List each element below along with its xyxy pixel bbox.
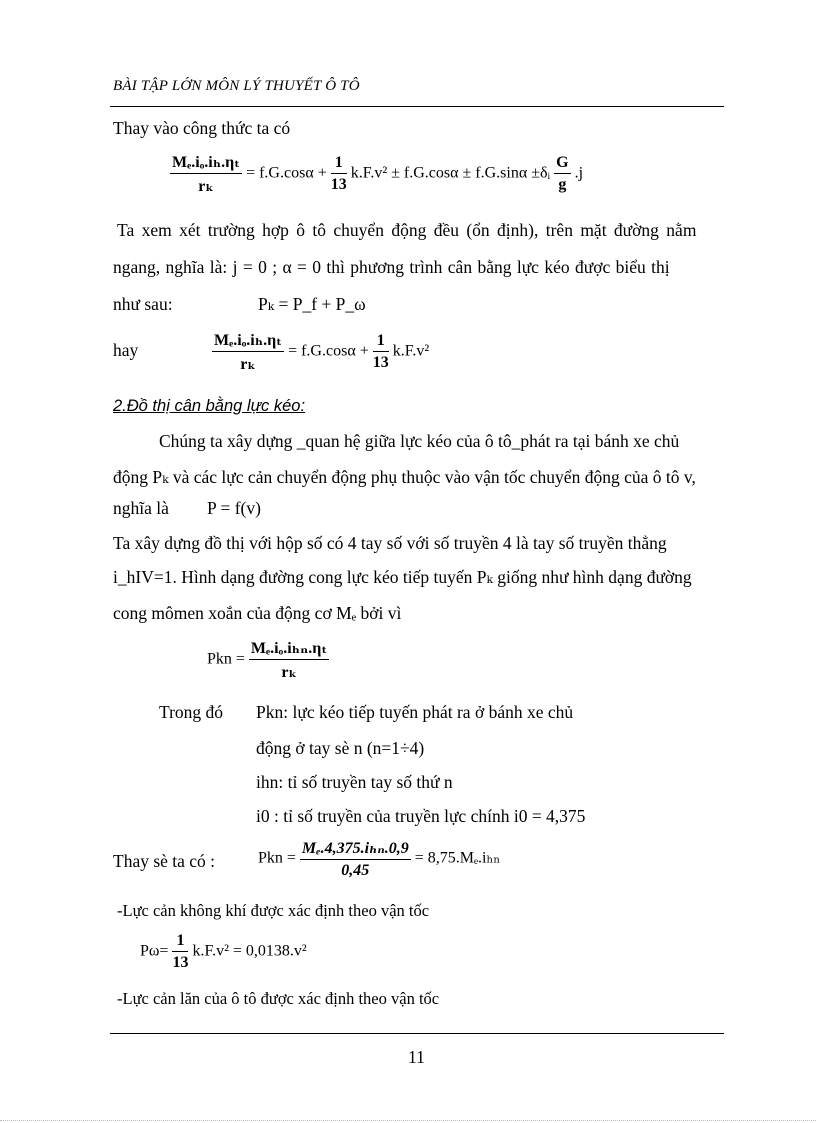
intro-line: Thay vào công thức ta có	[113, 118, 291, 138]
eq5-rhs: k.F.v² = 0,0138.v²	[192, 942, 307, 960]
eq5-fraction	[172, 932, 188, 972]
equation-5	[140, 932, 307, 972]
thay-se-label: Thay sè ta có :	[113, 851, 216, 871]
eq1-rhs-c: .j	[574, 164, 584, 182]
eq1-numerator: Mₑ.iₒ.iₕ.ηₜ	[170, 152, 242, 174]
para1-line2: ngang, nghĩa là: j = 0 ; α = 0 thì phương trình cân bằng lực kéo được biểu thị	[113, 257, 670, 277]
eq2-rhs-b: k.F.v²	[392, 342, 430, 360]
eq2-frac-num: 1	[373, 332, 389, 352]
eq4-numerator: Mₑ.4,375.iₕₙ.0,9	[300, 838, 411, 860]
para2-line2: động Pₖ và các lực cản chuyển động phụ thuộc vào vận tốc chuyển động của ô tô v,	[113, 467, 696, 487]
trong-do-label: Trong đó	[159, 702, 224, 722]
para2-line3-left: nghĩa là	[113, 498, 169, 518]
definition-pkn: Pkn: lực kéo tiếp tuyến phát ra ở bánh xe chủ	[256, 702, 574, 722]
eq1-denominator: rₖ	[198, 178, 214, 195]
equation-3	[207, 638, 329, 682]
para1-line3-eq: Pₖ = P_f + P_ω	[258, 294, 366, 314]
page-number: 11	[408, 1047, 425, 1067]
eq5-frac-num: 1	[172, 932, 188, 952]
header-rule	[110, 106, 724, 107]
eq3-lhs: Pkn =	[207, 650, 245, 668]
eq2-denominator: rₖ	[240, 356, 256, 373]
para3-line3: cong mômen xoắn của động cơ Mₑ bởi vì	[113, 603, 402, 623]
para3-line1: Ta xây dựng đồ thị với hộp số có 4 tay số với số truyền 4 là tay số truyền thẳng	[113, 533, 667, 553]
bullet-air-resistance: -Lực cản không khí được xác định theo vận tốc	[117, 901, 430, 920]
eq3-numerator: Mₑ.iₒ.iₕₙ.ηₜ	[249, 638, 329, 660]
para2-line1: Chúng ta xây dựng _quan hệ giữa lực kéo của ô tô_phát ra tại bánh xe chủ	[159, 431, 680, 451]
para1-line3-left: như sau:	[113, 294, 173, 314]
footer-rule	[110, 1033, 724, 1034]
eq1-frac-den: 13	[330, 176, 347, 193]
eq4-rhs: = 8,75.Mₑ.iₕₙ	[414, 849, 501, 867]
eq4-fraction	[300, 838, 411, 880]
eq2-rhs-a: = f.G.cosα +	[288, 342, 369, 360]
eq1-g-den: g	[558, 176, 567, 193]
definition-ihn: ihn: tỉ số truyền tay số thứ n	[256, 772, 453, 792]
para1-line1: Ta xem xét trường hợp ô tô chuyển động đều (ổn định), trên mặt đường nằm	[117, 220, 697, 240]
eq1-main-fraction	[170, 152, 242, 196]
eq2-small-fraction	[373, 332, 389, 372]
definition-i0: i0 : tỉ số truyền của truyền lực chính i0 = 4,375	[256, 806, 586, 826]
eq2-numerator: Mₑ.iₒ.iₕ.ηₜ	[212, 330, 284, 352]
equation-4	[258, 838, 500, 880]
eq4-denominator: 0,45	[341, 862, 370, 879]
eq5-lhs: Pω=	[140, 942, 169, 960]
eq1-frac-num: 1	[331, 154, 347, 174]
bullet-rolling-resistance: -Lực cản lăn của ô tô được xác định theo vận tốc	[117, 989, 440, 1008]
definition-pkn-cont: động ở tay sè n (n=1÷4)	[256, 738, 425, 758]
equation-2	[212, 330, 429, 374]
eq5-frac-den: 13	[172, 954, 189, 971]
eq2-frac-den: 13	[372, 354, 389, 371]
eq3-fraction	[249, 638, 329, 682]
page-bottom-border	[0, 1120, 816, 1121]
para3-line2: i_hIV=1. Hình dạng đường cong lực kéo tiếp tuyến Pₖ giống như hình dạng đường	[113, 567, 692, 587]
eq1-g-fraction	[554, 154, 570, 194]
eq4-lhs: Pkn =	[258, 849, 296, 867]
hay-label: hay	[113, 340, 139, 360]
equation-1	[170, 152, 583, 196]
eq1-rhs-b: k.F.v² ± f.G.cosα ± f.G.sinα ±δᵢ	[350, 164, 551, 182]
eq1-small-fraction	[331, 154, 347, 194]
para2-line3-eq: P = f(v)	[207, 498, 261, 518]
eq1-rhs-a: = f.G.cosα +	[246, 164, 327, 182]
page-header-title: BÀI TẬP LỚN MÔN LÝ THUYẾT Ô TÔ	[113, 78, 360, 94]
eq1-g-num: G	[554, 154, 570, 174]
eq3-denominator: rₖ	[281, 664, 297, 681]
eq2-main-fraction	[212, 330, 284, 374]
section-title: 2.Đồ thị cân bằng lực kéo:	[113, 397, 306, 415]
